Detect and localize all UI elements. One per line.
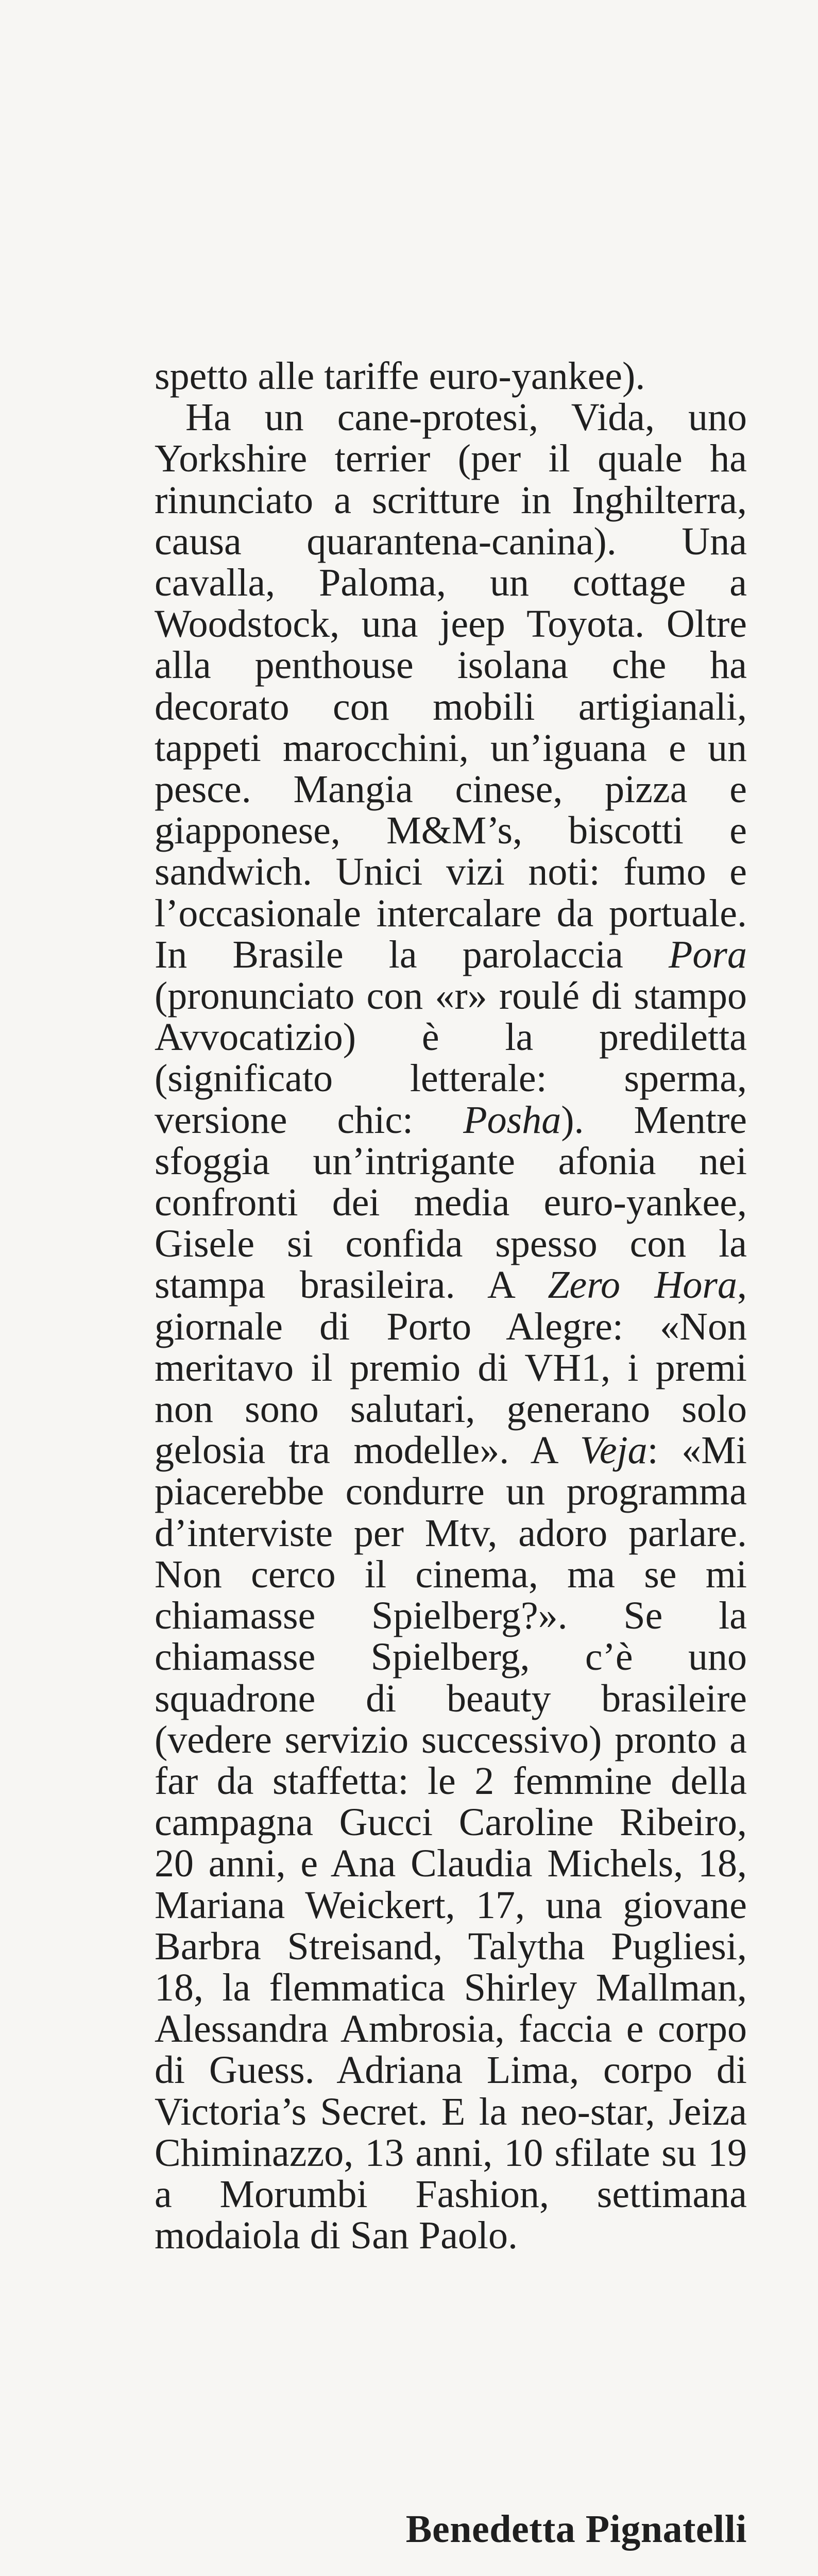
text-run: , giornale di Porto Alegre: «Non meritavo il premio di VH1, i premi non sono salutari, generano solo gelosia tra modelle». A [155, 1263, 747, 1472]
text-run: (pronunciato con «r» roulé di stampo Avvocatizio) è la prediletta (significato letterale: sperma, versione chic: [155, 974, 747, 1142]
text-run: Ha un cane-protesi, Vida, uno Yorkshire terrier (per il quale ha rinunciato a scritture in Inghilterra, causa quarantena-canina). Una cavalla, Paloma, un cottage a Woodstock, una jeep Toyota. Oltre alla penthouse isolana che ha decorato con mobili artigianali, tappeti marocchini, un’iguana e un pesce. Mangia cinese, pizza e giapponese, M&M’s, biscotti e sandwich. Unici vizi noti: fumo e l’occasionale intercalare da portuale. In Brasile la parolaccia [155, 396, 747, 976]
article-paragraph-2 [155, 397, 747, 2256]
text-run: : «Mi piacerebbe condurre un programma d’interviste per Mtv, adoro parlare. Non cerco il cinema, ma se mi chiamasse Spielberg?». Se la chiamasse Spielberg, c’è uno squadrone di beauty brasileire (vedere servizio successivo) pronto a far da staffetta: le 2 femmine della campagna Gucci Caroline Ribeiro, 20 anni, e Ana Claudia Michels, 18, Mariana Weickert, 17, una giovane Barbra Streisand, Talytha Pugliesi, 18, la flemmatica Shirley Mallman, Alessandra Ambrosia, faccia e corpo di Guess. Adriana Lima, corpo di Victoria’s Secret. E la neo-star, Jeiza Chiminazzo, 13 anni, 10 sfilate su 19 a Morumbi Fashion, settimana modaiola di San Paolo. [155, 1429, 747, 2258]
italic-term: Veja [580, 1429, 647, 1472]
italic-term: Posha [463, 1098, 561, 1142]
byline: Benedetta Pignatelli [405, 2507, 747, 2551]
article-paragraph-1 [155, 355, 747, 397]
text-run: spetto alle tariffe euro-yankee). [155, 354, 645, 398]
italic-term: Pora [669, 933, 747, 976]
text-run: ). Mentre sfoggia un’intrigante afonia nei confronti dei media euro-yankee, Gisele si confida spesso con la stampa brasileira. A [155, 1098, 747, 1307]
article-body [155, 355, 747, 2256]
italic-term: Zero Hora [548, 1263, 738, 1307]
